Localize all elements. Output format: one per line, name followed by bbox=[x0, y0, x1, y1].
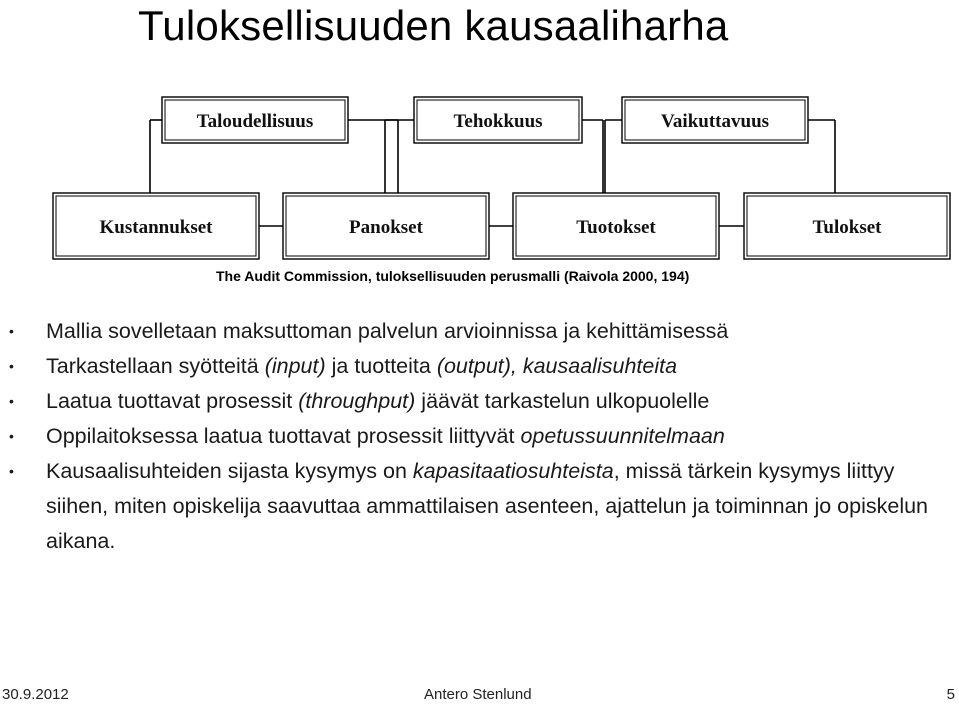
top-box-vaikuttavuus-label: Vaikuttavuus bbox=[660, 111, 770, 132]
bullet-emphasis: (throughput) bbox=[298, 389, 416, 413]
diagram-caption: The Audit Commission, tuloksellisuuden perusmalli (Raivola 2000, 194) bbox=[216, 268, 690, 284]
bullet-text: Mallia sovelletaan maksuttoman palvelun arvioinnissa ja kehittämisessä bbox=[46, 319, 729, 343]
bullet-dot-icon: • bbox=[9, 428, 14, 444]
bottom-box-tulokset-label: Tulokset bbox=[812, 217, 882, 238]
bottom-box-panokset-label: Panokset bbox=[349, 217, 423, 238]
top-box-taloudellisuus bbox=[162, 97, 348, 143]
bottom-box-panokset bbox=[283, 193, 489, 259]
bullet-dot-icon: • bbox=[9, 358, 14, 374]
bullet-text: ja tuotteita bbox=[325, 354, 437, 378]
footer-author: Antero Stenlund bbox=[424, 686, 532, 703]
slide-title: Tuloksellisuuden kausaaliharha bbox=[138, 2, 729, 49]
footer-date: 30.9.2012 bbox=[2, 686, 69, 703]
performance-model-diagram bbox=[0, 0, 959, 270]
bottom-box-kustannukset bbox=[53, 193, 259, 259]
bullet-text: jäävät tarkastelun ulkopuolelle bbox=[415, 389, 710, 413]
bullet-emphasis: (input) bbox=[264, 354, 326, 378]
bullet-emphasis: (output), kausaalisuhteita bbox=[436, 354, 678, 378]
bullet-item bbox=[0, 454, 951, 559]
bullet-item bbox=[0, 349, 959, 384]
top-box-taloudellisuus-label: Taloudellisuus bbox=[196, 111, 314, 132]
bottom-box-tuotokset-label: Tuotokset bbox=[576, 217, 656, 238]
page-number: 5 bbox=[946, 686, 955, 703]
bullet-text: Oppilaitoksessa laatua tuottavat prosessit liittyvät bbox=[46, 424, 521, 448]
bottom-box-tuotokset bbox=[513, 193, 719, 259]
bullet-item bbox=[0, 314, 959, 349]
top-box-tehokkuus-label: Tehokkuus bbox=[453, 111, 543, 132]
bullet-dot-icon: • bbox=[9, 463, 14, 479]
bullet-text: Laatua tuottavat prosessit bbox=[46, 389, 299, 413]
bullet-text: , missä tärkein kysymys liittyy siihen, miten opiskelija saavuttaa ammattilaisen asenteen, ajattelun ja toiminnan jo opiskelun aikana. bbox=[46, 459, 929, 553]
bullet-list bbox=[0, 314, 959, 559]
bullet-item bbox=[0, 384, 959, 419]
bullet-text: Kausaalisuhteiden sijasta kysymys on bbox=[46, 459, 413, 483]
top-box-tehokkuus bbox=[414, 97, 582, 143]
bottom-box-kustannukset-label: Kustannukset bbox=[99, 217, 213, 238]
bullet-dot-icon: • bbox=[9, 393, 14, 409]
top-box-vaikuttavuus bbox=[622, 97, 808, 143]
bullet-emphasis: kapasitaatiosuhteista bbox=[412, 459, 614, 483]
bullet-emphasis: opetussuunnitelmaan bbox=[520, 424, 725, 448]
bullet-item bbox=[0, 419, 959, 454]
bottom-box-tulokset bbox=[744, 193, 950, 259]
bullet-text: Tarkastellaan syötteitä bbox=[46, 354, 265, 378]
bullet-dot-icon: • bbox=[9, 323, 14, 339]
